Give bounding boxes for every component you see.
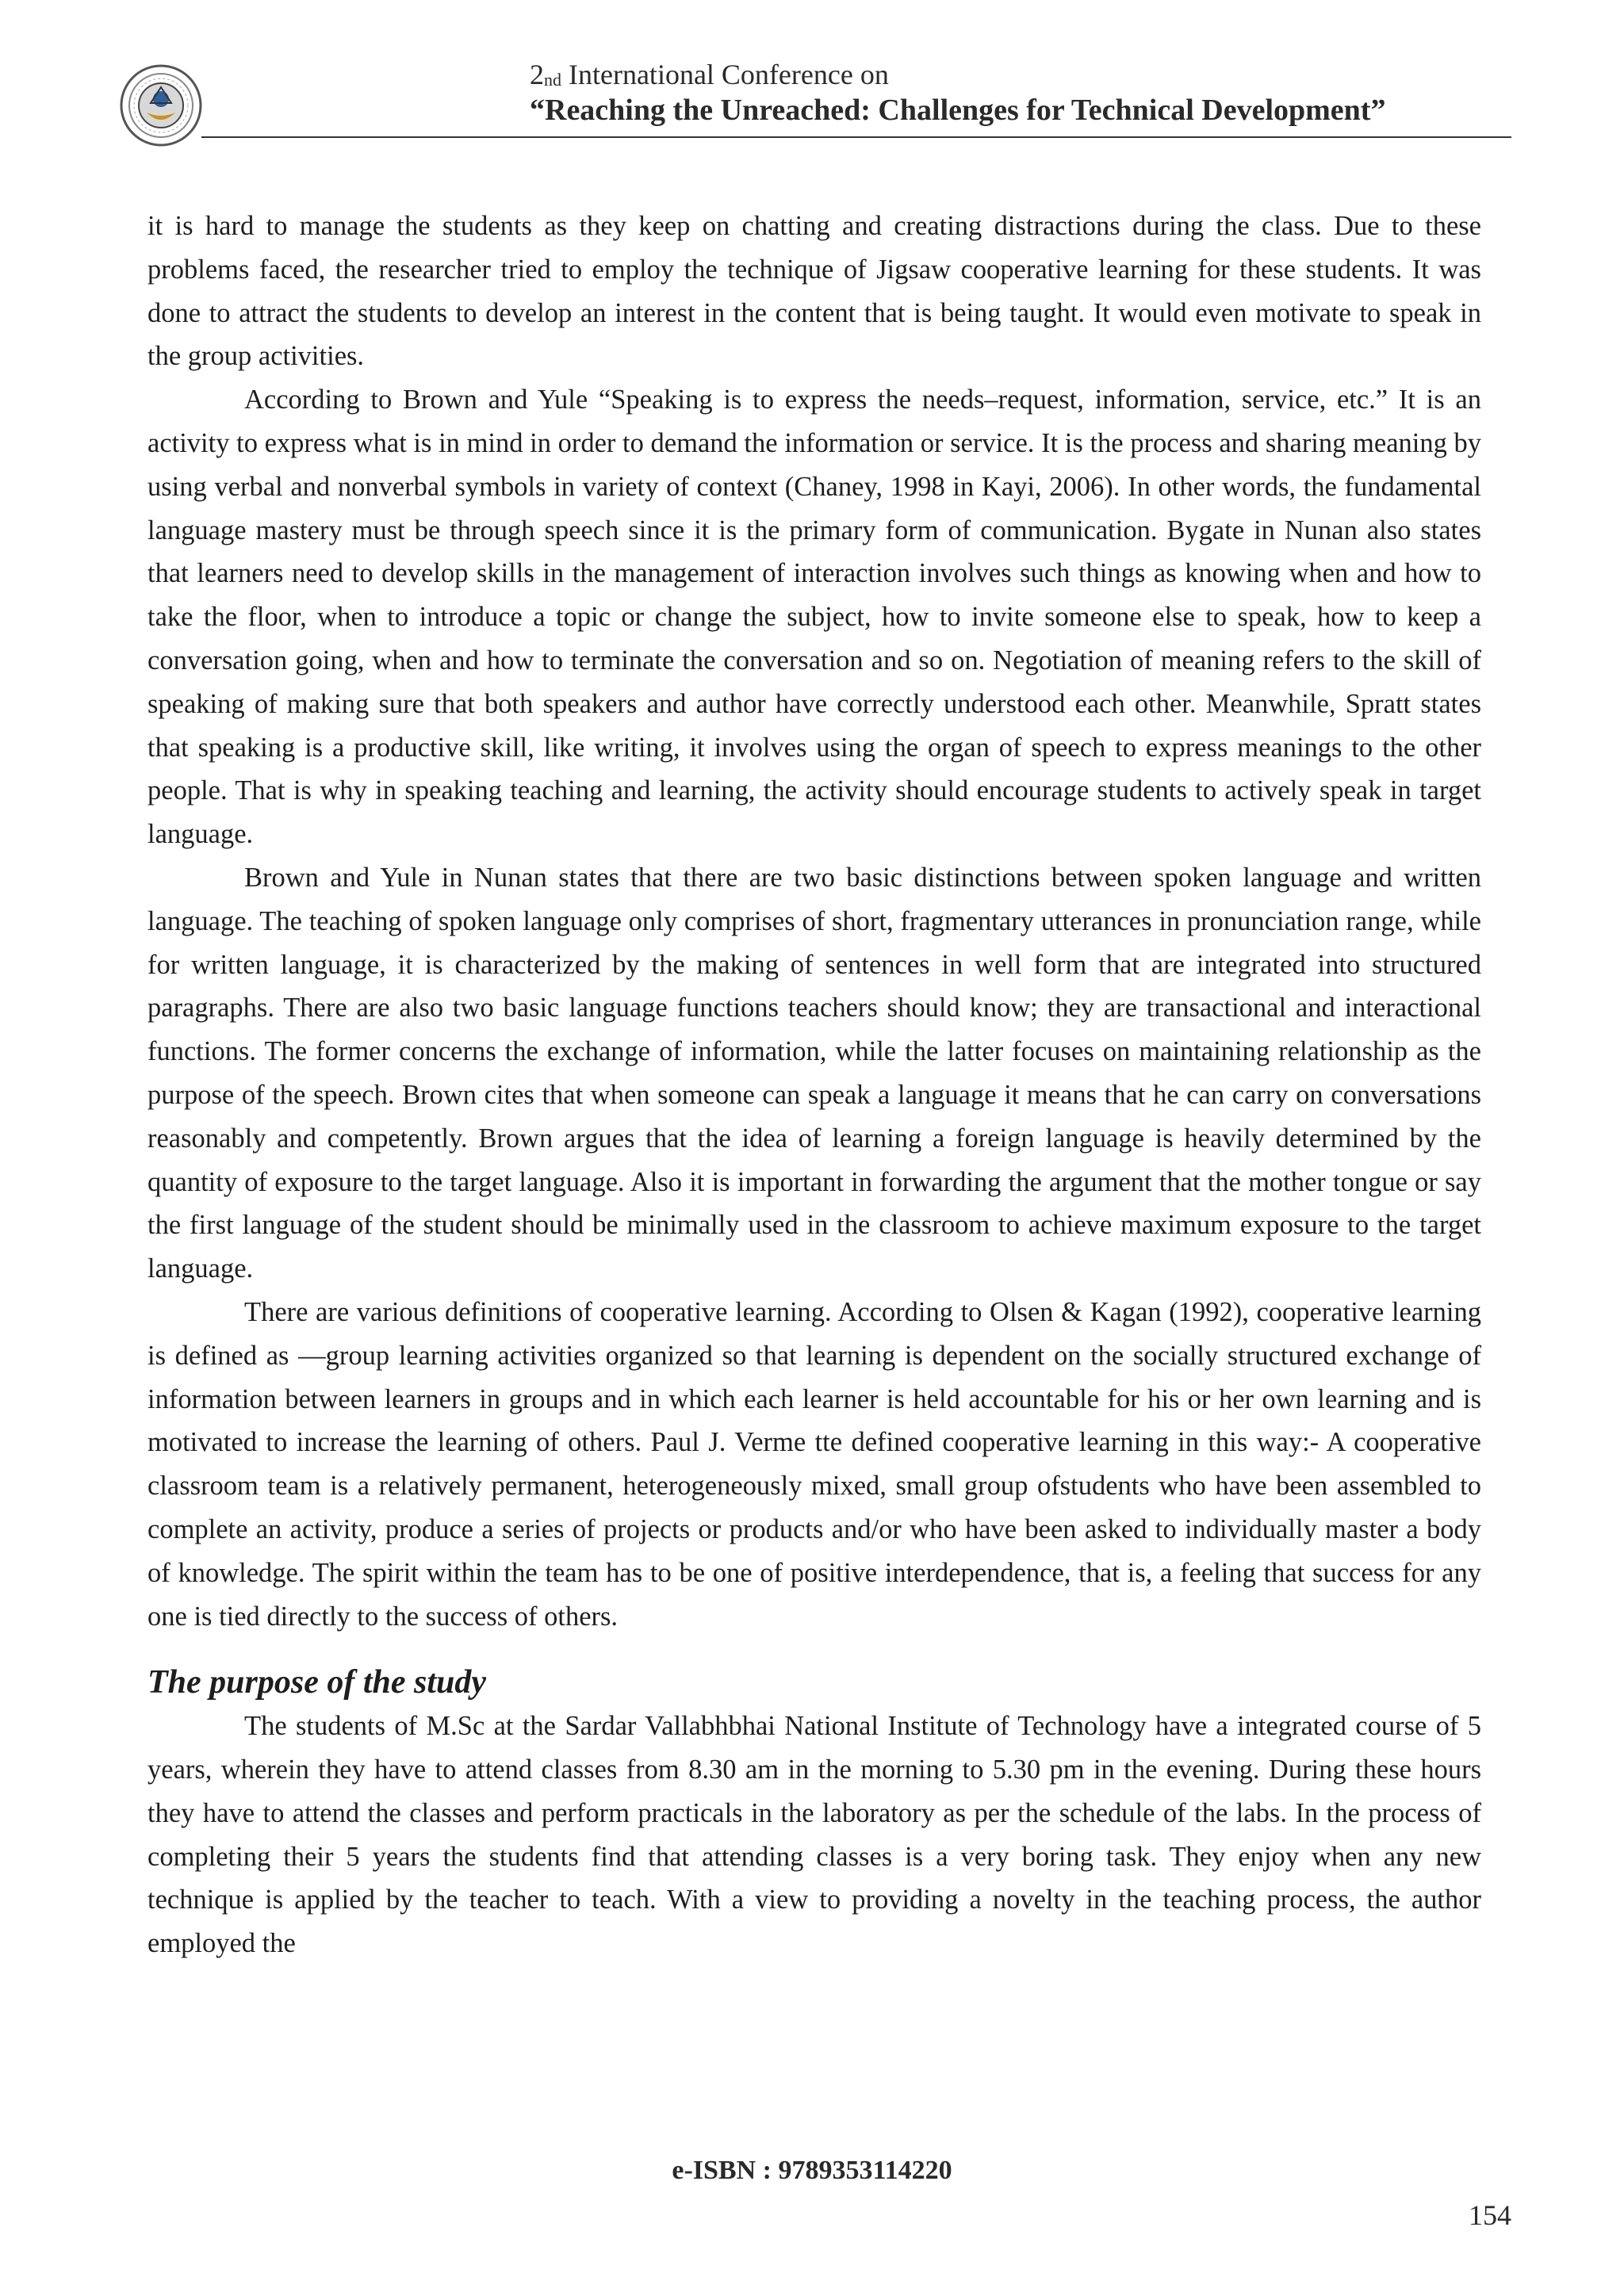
header-divider [201,136,1511,138]
conference-theme: “Reaching the Unreached: Challenges for Technical Development” [530,94,1386,127]
paragraph-cooperative-learning: There are various definitions of cooperative learning. According to Olsen & Kagan (1992), cooperative learning is defined as ―group learning activities organized so that learning is dependent on the socially structured exchange of information between learners in groups and in which each learner is held accountable for his or her own learning and is motivated to increase the learning of others. Paul J. Verme tte defined cooperative learning in this way:- A cooperative classroom team is a relatively permanent, heterogeneously mixed, small group ofstudents who have been assembled to complete an activity, produce a series of projects or products and/or who have been asked to individually master a body of knowledge. The spirit within the team has to be one of positive interdependence, that is, a feeling that success for any one is tied directly to the success of others. [147,1296,1481,1632]
paragraph-spoken-vs-written: Brown and Yule in Nunan states that there are two basic distinctions between spoken language and written language. The teaching of spoken language only comprises of short, fragmentary utterances in pronunciation range, while for written language, it is characterized by the making of sentences in well form that are integrated into structured paragraphs. There are also two basic language functions teachers should know; they are transactional and interactional functions. The former concerns the exchange of information, while the latter focuses on maintaining relationship as the purpose of the speech. Brown cites that when someone can speak a language it means that he can carry on conversations reasonably and competently. Brown argues that the idea of learning a foreign language is heavily determined by the quantity of exposure to the target language. Also it is important in forwarding the argument that the mother tongue or say the first language of the student should be minimally used in the classroom to achieve maximum exposure to the target language. [147,862,1481,1284]
section-heading: The purpose of the study [147,1664,487,1701]
article-body [147,205,1481,1965]
conference-seal-icon [119,63,203,147]
paragraph-speaking-definition: According to Brown and Yule “Speaking is to express the needs–request, information, service, etc.” It is an activity to express what is in mind in order to demand the information or service. It is the process and sharing meaning by using verbal and nonverbal symbols in variety of context (Chaney, 1998 in Kayi, 2006). In other words, the fundamental language mastery must be through speech since it is the primary form of communication. Bygate in Nunan also states that learners need to develop skills in the management of interaction involves such things as knowing when and how to take the floor, when to introduce a topic or change the subject, how to invite someone else to speak, how to keep a conversation going, when and how to terminate the conversation and so on. Negotiation of meaning refers to the skill of speaking of making sure that both speakers and author have correctly understood each other. Meanwhile, Spratt states that speaking is a productive skill, like writing, it involves using the organ of speech to express meanings to the other people. That is why in speaking teaching and learning, the activity should encourage students to actively speak in target language. [147,385,1481,850]
conference-ordinal: 2 [530,59,544,90]
conference-ordinal-suffix: nd [544,70,561,90]
footer-isbn: e-ISBN : 9789353114220 [672,2156,952,2185]
conference-title [530,57,889,96]
paragraph-continuation: it is hard to manage the students as they keep on chatting and creating distractions during the class. Due to these problems faced, the researcher tried to employ the technique of Jigsaw cooperative learning for these students. It was done to attract the students to develop an interest in the content that is being taught. It would even motivate to speak in the group activities. [147,211,1481,372]
page-number: 154 [1469,2199,1511,2231]
conference-name: International Conference on [569,59,889,90]
paragraph-purpose-of-study: The students of M.Sc at the Sardar Vallabhbhai National Institute of Technology have a integrated course of 5 years, wherein they have to attend classes from 8.30 am in the morning to 5.30 pm in the evening. During these hours they have to attend the classes and perform practicals in the laboratory as per the schedule of the labs. In the process of completing their 5 years the students find that attending classes is a very boring task. They enjoy when any new technique is applied by the teacher to teach. With a view to providing a novelty in the teaching process, the author employed the [147,1711,1481,1959]
